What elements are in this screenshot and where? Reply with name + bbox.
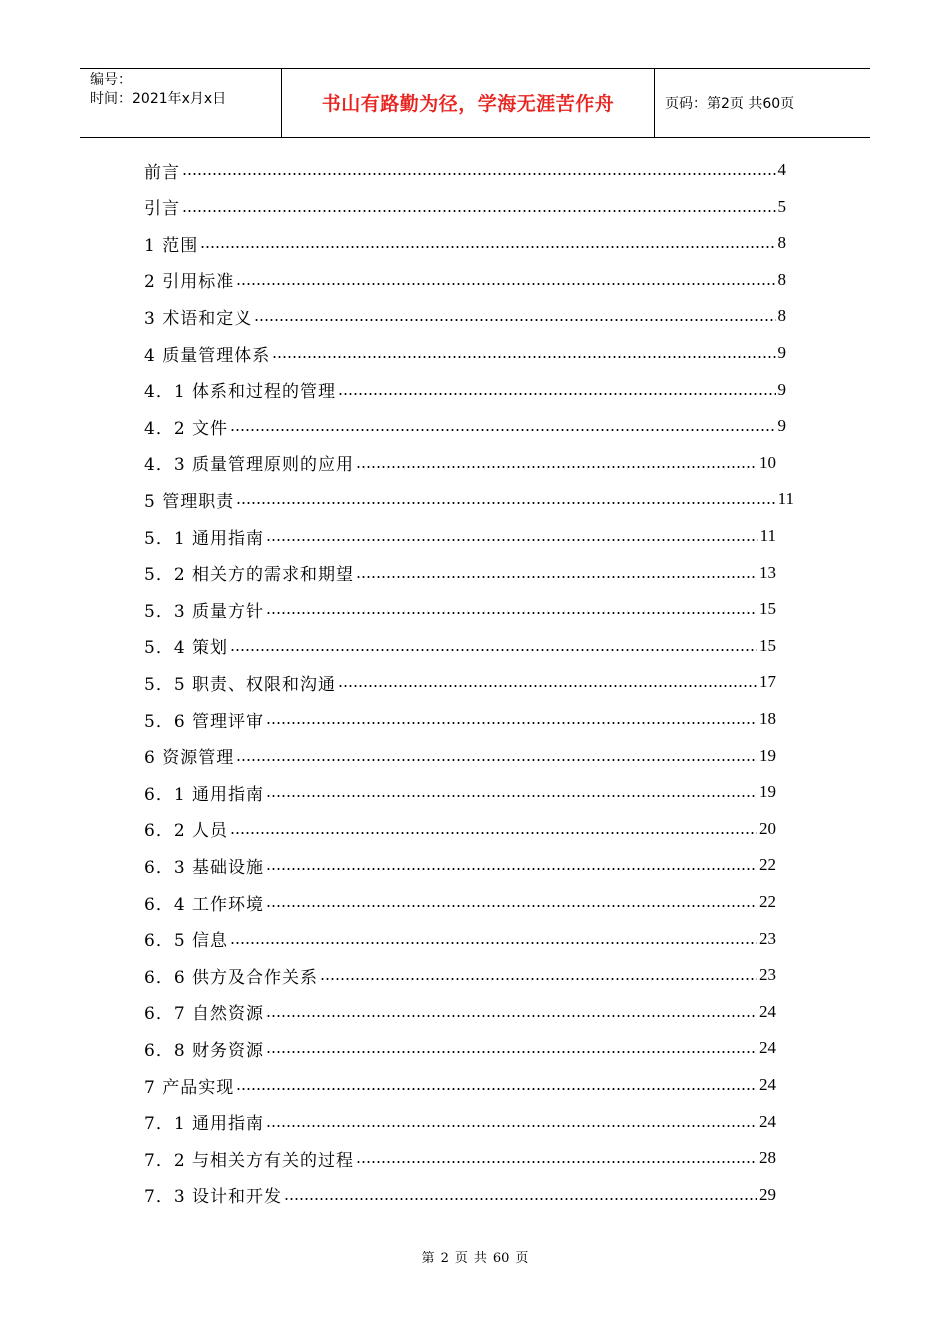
toc-entry-page: 19 <box>759 782 776 802</box>
toc-entry[interactable] <box>144 340 786 366</box>
toc-dot-leader <box>272 356 775 358</box>
toc-entry-title: 7．1 通用指南 <box>144 1114 265 1135</box>
toc-dot-leader <box>266 1015 757 1017</box>
toc-entry-title: 7 产品实现 <box>144 1077 235 1098</box>
toc-entry-page: 17 <box>759 672 776 692</box>
toc-entry[interactable] <box>144 852 776 878</box>
toc-entry-title: 3 术语和定义 <box>144 308 253 329</box>
toc-dot-leader <box>200 246 775 248</box>
toc-entry-page: 19 <box>759 745 776 765</box>
toc-entry-page: 18 <box>759 709 776 728</box>
toc-entry-title: 6．7 自然资源 <box>144 1004 265 1025</box>
toc-entry-page: 24 <box>759 1001 776 1021</box>
toc-dot-leader <box>236 759 757 761</box>
toc-entry-title: 6 资源管理 <box>144 748 235 769</box>
page-footer <box>0 1247 950 1266</box>
toc-entry[interactable] <box>144 450 776 476</box>
header-meta <box>90 71 278 109</box>
toc-dot-leader <box>266 905 757 907</box>
header-page-number: 页码：第2页 共60页 <box>665 96 795 112</box>
toc-entry-page: 22 <box>759 855 776 875</box>
toc-dot-leader <box>230 649 757 651</box>
toc-entry[interactable] <box>144 267 786 293</box>
toc-entry[interactable] <box>144 999 776 1025</box>
toc-entry-page: 13 <box>759 562 776 582</box>
toc-entry-page: 15 <box>759 599 776 619</box>
toc-entry-title: 7．3 设计和开发 <box>144 1187 283 1208</box>
toc-dot-leader <box>230 942 757 944</box>
toc-entry-title: 2 引用标准 <box>144 272 235 293</box>
toc-dot-leader <box>266 1051 757 1053</box>
toc-entry[interactable] <box>144 377 786 403</box>
toc-entry-page: 11 <box>777 489 794 509</box>
toc-dot-leader <box>338 393 775 395</box>
toc-entry[interactable] <box>144 560 776 586</box>
toc-entry[interactable] <box>144 1182 776 1208</box>
footer-di: 第 <box>421 1251 435 1266</box>
toc-dot-leader <box>356 1161 757 1163</box>
toc-entry[interactable] <box>144 230 786 256</box>
toc-dot-leader <box>338 685 757 687</box>
toc-dot-leader <box>356 466 757 468</box>
footer-current-page: 2 <box>440 1251 449 1266</box>
toc-entry-title: 6．8 财务资源 <box>144 1040 265 1061</box>
toc-entry-title: 6．2 人员 <box>144 821 229 842</box>
toc-entry-title: 6．5 信息 <box>144 931 229 952</box>
header-divider <box>654 69 655 137</box>
toc-entry-title: 5．3 质量方针 <box>144 601 265 622</box>
toc-entry-page: 15 <box>759 635 776 655</box>
toc-dot-leader <box>182 210 776 212</box>
toc-dot-leader <box>266 539 758 541</box>
toc-entry-title: 5．1 通用指南 <box>144 528 265 549</box>
toc-entry[interactable] <box>144 194 786 220</box>
toc-entry-page: 29 <box>759 1184 776 1204</box>
toc-entry[interactable] <box>144 523 776 549</box>
toc-entry-page: 8 <box>777 306 786 326</box>
toc-dot-leader <box>230 832 757 834</box>
toc-entry[interactable] <box>144 669 776 695</box>
toc-entry[interactable] <box>144 743 776 769</box>
toc-entry[interactable] <box>144 157 786 183</box>
toc-dot-leader <box>182 173 776 175</box>
document-number-label: 编号： <box>90 72 132 88</box>
toc-entry-page: 8 <box>777 269 786 289</box>
toc-entry-page: 24 <box>759 1075 776 1094</box>
toc-entry-title: 前言 <box>144 162 180 183</box>
toc-entry-page: 8 <box>777 233 786 253</box>
toc-entry-page: 9 <box>777 343 786 362</box>
toc-entry-page: 9 <box>777 416 786 436</box>
toc-dot-leader <box>236 283 775 285</box>
toc-entry-title: 6．3 基础设施 <box>144 857 265 878</box>
toc-entry-title: 5 管理职责 <box>144 491 235 512</box>
toc-entry[interactable] <box>144 1072 776 1098</box>
toc-entry-page: 11 <box>759 526 776 545</box>
toc-dot-leader <box>236 1088 757 1090</box>
toc-dot-leader <box>236 502 775 504</box>
toc-dot-leader <box>254 319 775 321</box>
toc-entry-page: 28 <box>759 1148 776 1168</box>
toc-entry-title: 4 质量管理体系 <box>144 345 271 366</box>
toc-entry-page: 22 <box>759 892 776 911</box>
toc-entry[interactable] <box>144 926 776 952</box>
toc-entry[interactable] <box>144 1109 776 1135</box>
toc-entry-page: 24 <box>759 1038 776 1058</box>
toc-entry-page: 23 <box>759 928 776 948</box>
toc-entry-title: 5．5 职责、权限和沟通 <box>144 674 337 695</box>
toc-entry[interactable] <box>144 1035 776 1061</box>
toc-entry-page: 23 <box>759 965 776 985</box>
toc-entry-title: 5．4 策划 <box>144 638 229 659</box>
toc-dot-leader <box>266 722 757 724</box>
toc-entry-title: 5．6 管理评审 <box>144 711 265 732</box>
toc-entry[interactable] <box>144 962 776 988</box>
document-header <box>80 68 870 138</box>
toc-entry-page: 10 <box>759 452 776 472</box>
toc-dot-leader <box>230 429 775 431</box>
toc-entry-title: 6．1 通用指南 <box>144 784 265 805</box>
footer-ye: 页 <box>515 1251 529 1266</box>
toc-entry-title: 6．4 工作环境 <box>144 894 265 915</box>
toc-entry[interactable] <box>144 486 794 512</box>
toc-entry-title: 4．3 质量管理原则的应用 <box>144 455 355 476</box>
toc-entry-page: 9 <box>777 379 786 399</box>
toc-entry-title: 引言 <box>144 199 180 220</box>
toc-entry-title: 6．6 供方及合作关系 <box>144 967 319 988</box>
footer-total-pages: 60 <box>492 1251 510 1266</box>
toc-entry-title: 1 范围 <box>144 235 199 256</box>
toc-entry-title: 7．2 与相关方有关的过程 <box>144 1150 355 1171</box>
toc-entry-title: 4．1 体系和过程的管理 <box>144 382 337 403</box>
toc-dot-leader <box>266 868 757 870</box>
toc-dot-leader <box>320 978 757 980</box>
toc-entry[interactable] <box>144 633 776 659</box>
toc-entry[interactable] <box>144 889 776 915</box>
toc-entry[interactable] <box>144 596 776 622</box>
toc-entry-page: 20 <box>759 818 776 838</box>
toc-entry[interactable] <box>144 1145 776 1171</box>
toc-dot-leader <box>266 795 757 797</box>
toc-entry[interactable] <box>144 303 786 329</box>
toc-entry-title: 4．2 文件 <box>144 418 229 439</box>
toc-dot-leader <box>266 612 757 614</box>
toc-dot-leader <box>356 576 757 578</box>
toc-dot-leader <box>266 1125 757 1127</box>
toc-entry[interactable] <box>144 706 776 732</box>
toc-entry[interactable] <box>144 816 776 842</box>
footer-ye: 页 <box>454 1251 468 1266</box>
header-motto: 书山有路勤为径，学海无涯苦作舟 <box>321 93 615 115</box>
document-time-label: 时间：2021年x月x日 <box>90 91 227 107</box>
toc-entry-title: 5．2 相关方的需求和期望 <box>144 565 355 586</box>
footer-gong: 共 <box>473 1251 487 1266</box>
toc-dot-leader <box>284 1198 757 1200</box>
toc-entry-page: 4 <box>777 160 786 179</box>
toc-entry-page: 24 <box>759 1111 776 1131</box>
toc-entry-page: 5 <box>777 196 786 216</box>
toc-entry[interactable] <box>144 779 776 805</box>
toc-entry[interactable] <box>144 413 786 439</box>
